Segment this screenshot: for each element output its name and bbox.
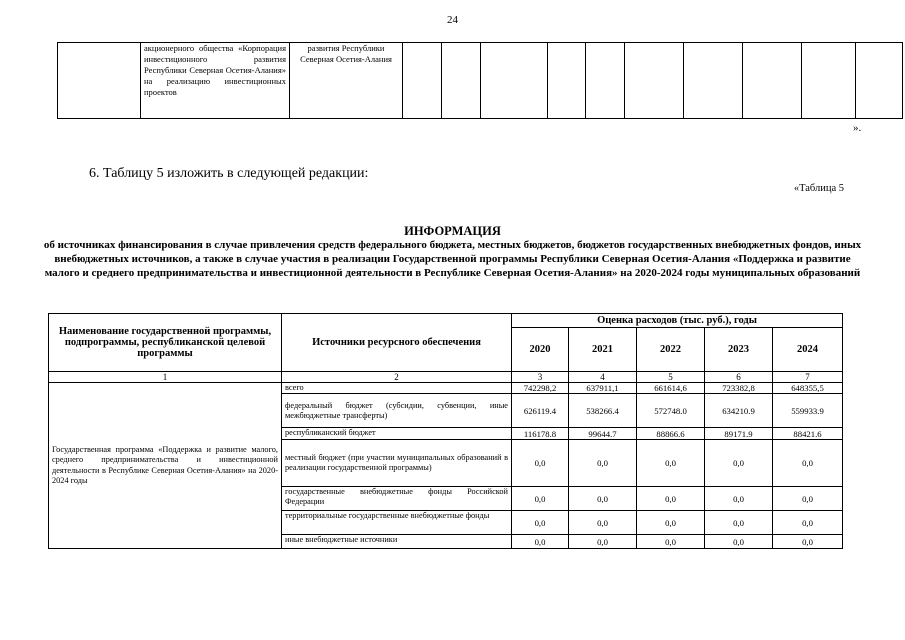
- heading-title: ИНФОРМАЦИЯ: [404, 224, 501, 238]
- value-cell: 0,0: [637, 487, 705, 511]
- value-cell: 648355,5: [773, 383, 843, 394]
- value-cell: 559933.9: [773, 394, 843, 428]
- column-number: 1: [49, 372, 282, 383]
- header-program-name: Наименование государственной программы, подпрограммы, республиканской целевой программы: [49, 314, 282, 372]
- source-cell: иные внебюджетные источники: [282, 535, 512, 549]
- header-year: 2022: [637, 328, 705, 372]
- program-name-cell: Государственная программа «Поддержка и развитие малого, среднего предпринимательства и инвестиционной деятельности в Республике Северная Осетия-Алания» на 2020-2024 годы: [49, 383, 282, 549]
- value-cell: 88421.6: [773, 428, 843, 440]
- top-table-cell-program: развития Республики Северная Осетия-Алания: [290, 43, 403, 119]
- source-cell: федеральный бюджет (субсидии, субвенции, иные межбюджетные трансферты): [282, 394, 512, 428]
- value-cell: 0,0: [773, 440, 843, 487]
- value-cell: 0,0: [637, 511, 705, 535]
- source-cell: республиканский бюджет: [282, 428, 512, 440]
- header-year: 2023: [705, 328, 773, 372]
- top-table-cell: [481, 43, 548, 119]
- value-cell: 661614,6: [637, 383, 705, 394]
- value-cell: 626119.4: [512, 394, 569, 428]
- value-cell: 634210.9: [705, 394, 773, 428]
- value-cell: 0,0: [637, 535, 705, 549]
- value-cell: 0,0: [512, 440, 569, 487]
- value-cell: 0,0: [569, 487, 637, 511]
- value-cell: 0,0: [773, 487, 843, 511]
- source-cell: территориальные государственные внебюджетные фонды: [282, 511, 512, 535]
- source-cell: местный бюджет (при участии муниципальных образований в реализации государственной программы): [282, 440, 512, 487]
- header-year: 2020: [512, 328, 569, 372]
- top-table-cell-description: акционерного общества «Корпорация инвестиционного развития Республики Северная Осетия-Алания» на реализацию инвестиционных проектов: [141, 43, 290, 119]
- value-cell: 0,0: [569, 511, 637, 535]
- value-cell: 99644.7: [569, 428, 637, 440]
- value-cell: 637911,1: [569, 383, 637, 394]
- value-cell: 0,0: [705, 535, 773, 549]
- value-cell: 0,0: [773, 535, 843, 549]
- value-cell: 88866.6: [637, 428, 705, 440]
- top-table-cell: [684, 43, 743, 119]
- source-cell: всего: [282, 383, 512, 394]
- column-number: 6: [705, 372, 773, 383]
- top-table-cell: [548, 43, 586, 119]
- header-sources: Источники ресурсного обеспечения: [282, 314, 512, 372]
- table-label: «Таблица 5: [793, 183, 844, 194]
- document-heading: [40, 224, 865, 281]
- value-cell: 0,0: [569, 440, 637, 487]
- column-number: 7: [773, 372, 843, 383]
- closing-quote: ».: [853, 122, 862, 134]
- top-table-cell: [586, 43, 625, 119]
- value-cell: 0,0: [512, 487, 569, 511]
- top-table-cell: [856, 43, 903, 119]
- value-cell: 742298,2: [512, 383, 569, 394]
- column-number: 5: [637, 372, 705, 383]
- value-cell: 0,0: [569, 535, 637, 549]
- top-table-cell: [625, 43, 684, 119]
- value-cell: 0,0: [512, 511, 569, 535]
- header-year: 2021: [569, 328, 637, 372]
- continued-table: [57, 42, 903, 119]
- value-cell: 0,0: [637, 440, 705, 487]
- value-cell: 0,0: [705, 511, 773, 535]
- heading-subtitle: об источниках финансирования в случае привлечения средств федерального бюджета, местных бюджетов, бюджетов государственных внебюджетных фондов, иных внебюджетных источников, а также в случае участия в реализации Государственной программы Республики Северная Осетия-Алания «Поддержка и развитие малого и среднего предпринимательства и инвестиционной деятельности в Республике Северная Осетия-Алания» на 2020-2024 годы муниципальных образований: [43, 239, 862, 280]
- page-number: 24: [447, 14, 458, 26]
- column-number: 3: [512, 372, 569, 383]
- column-number: 2: [282, 372, 512, 383]
- funding-table: [48, 313, 843, 549]
- value-cell: 0,0: [705, 440, 773, 487]
- top-table-cell: [743, 43, 802, 119]
- instruction-paragraph: 6. Таблицу 5 изложить в следующей редакции:: [89, 166, 369, 181]
- value-cell: 0,0: [705, 487, 773, 511]
- source-cell: государственные внебюджетные фонды Российской Федерации: [282, 487, 512, 511]
- value-cell: 723382,8: [705, 383, 773, 394]
- header-estimate: Оценка расходов (тыс. руб.), годы: [512, 314, 843, 328]
- header-year: 2024: [773, 328, 843, 372]
- top-table-cell: [442, 43, 481, 119]
- value-cell: 89171.9: [705, 428, 773, 440]
- table-row: [49, 383, 843, 394]
- top-table-cell: [802, 43, 856, 119]
- value-cell: 538266.4: [569, 394, 637, 428]
- value-cell: 572748.0: [637, 394, 705, 428]
- column-number: 4: [569, 372, 637, 383]
- top-table-cell: [58, 43, 141, 119]
- value-cell: 116178.8: [512, 428, 569, 440]
- value-cell: 0,0: [773, 511, 843, 535]
- value-cell: 0,0: [512, 535, 569, 549]
- top-table-cell: [403, 43, 442, 119]
